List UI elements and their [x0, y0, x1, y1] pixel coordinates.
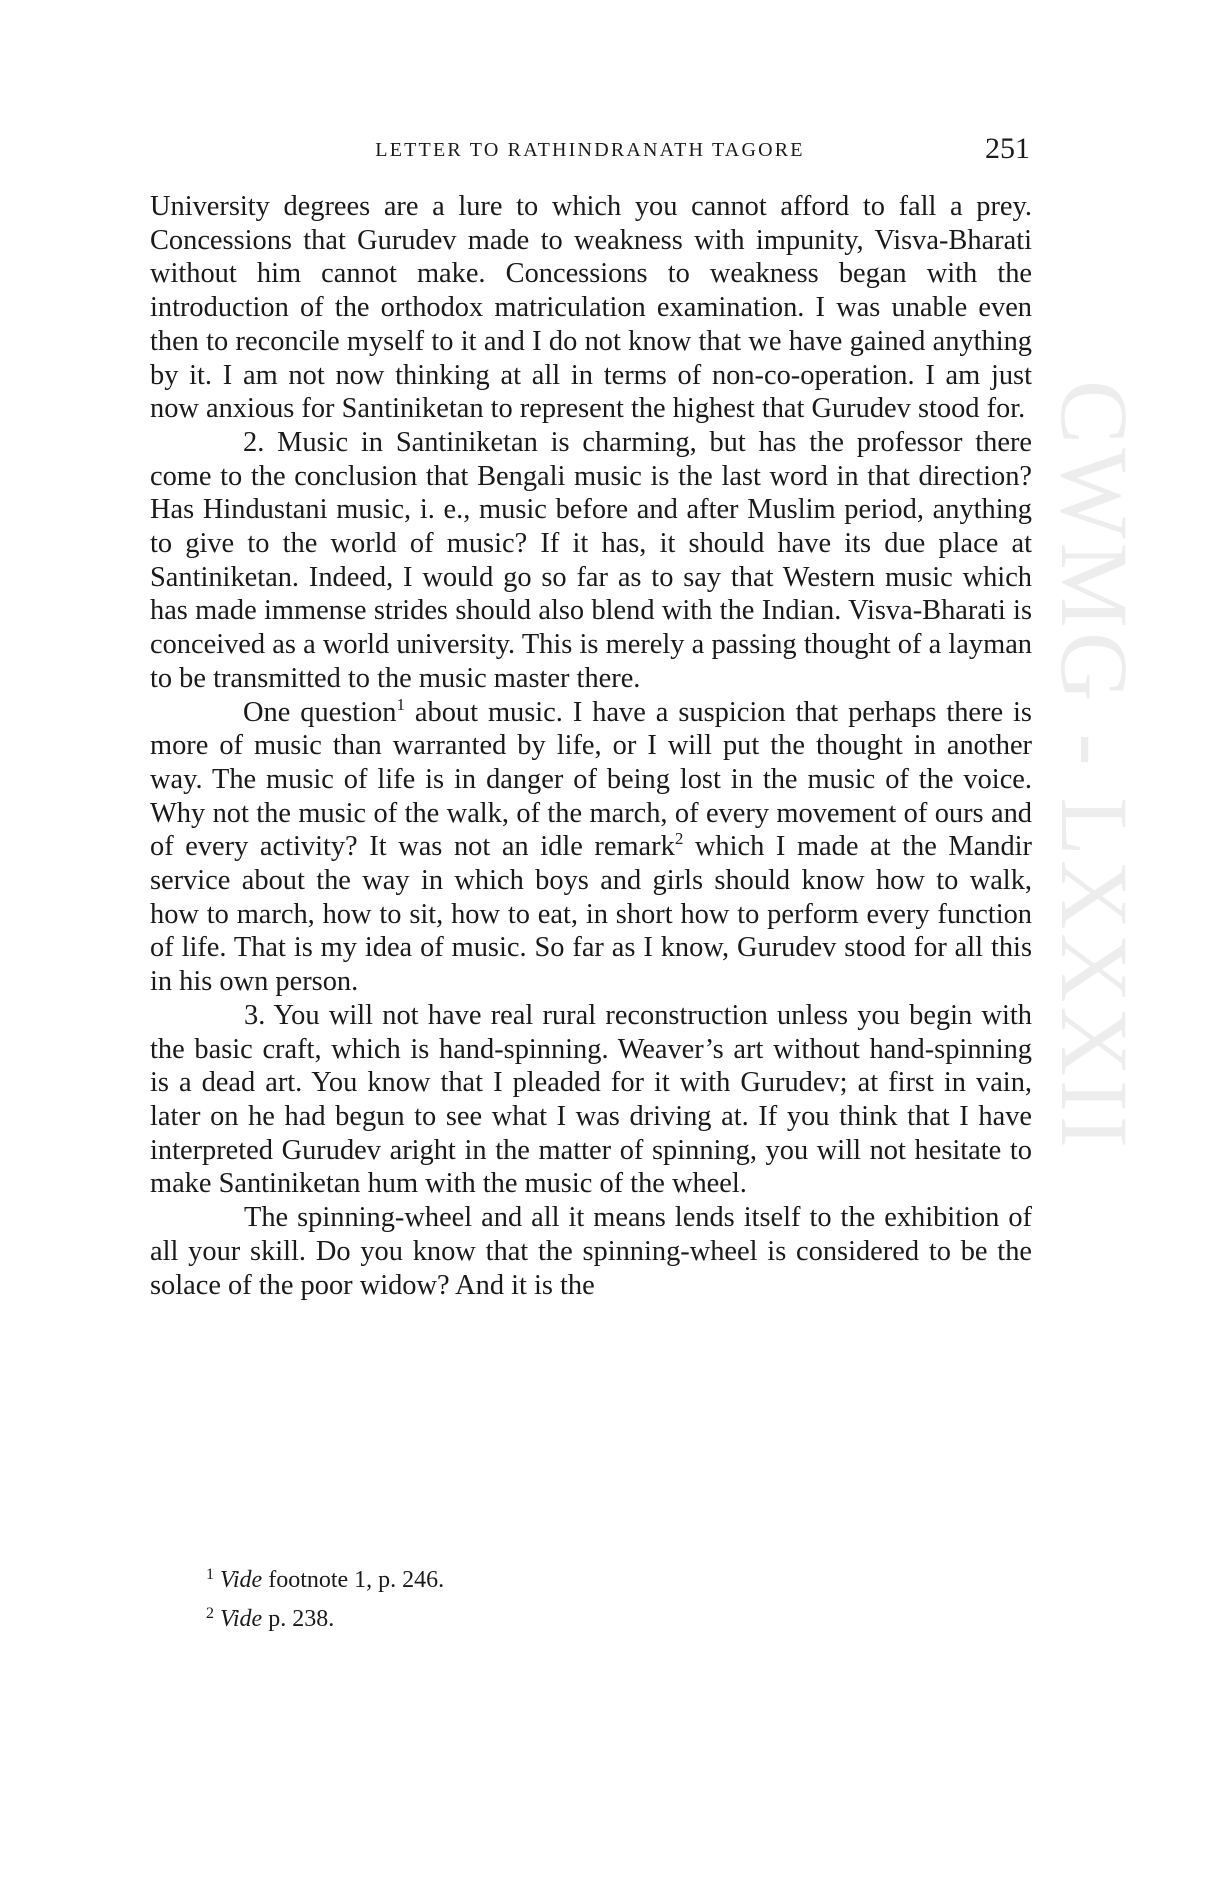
- footnote-ref-1: 1: [396, 694, 405, 714]
- paragraph-5: The spinning-wheel and all it means lends itself to the exhibition of all your skill. Do you know that the spinning-wheel is considered to be the solace of the poor widow? And it is the: [150, 1202, 1032, 1301]
- running-title: LETTER TO RATHINDRANATH TAGORE: [375, 139, 805, 161]
- paragraph-4: 3. You will not have real rural reconstruction unless you begin with the basic craft, which is hand-spinning. Weaver’s art without hand-spinning is a dead art. You know that I pleaded for it with Gurudev; at first in vain, later on he had begun to see what I was driving at. If you think that I have interpreted Gurudev aright in the matter of spinning, you will not hesitate to make Santiniketan hum with the music of the wheel.: [150, 999, 1032, 1200]
- page-number: 251: [985, 132, 1030, 165]
- footnote-mark: 2: [206, 1605, 214, 1622]
- footnote-text: p. 238.: [262, 1606, 335, 1632]
- footnote-vide: Vide: [220, 1606, 263, 1632]
- paragraph-3-part-c: which I made at the Mandir service about the way in which boys and girls should know how to walk, how to march, how to sit, how to eat, in short how to perform every function of life. That is my idea of music. So far as I know, Gurudev stood for all this in his own person.: [150, 831, 1033, 998]
- footnotes: [206, 1558, 444, 1636]
- footnote-mark: 1: [206, 1566, 214, 1583]
- paragraph-2: 2. Music in Santiniketan is charming, but has the professor there come to the conclusion that Bengali music is the last word in that direction? Has Hindustani music, i. e., music before and after Muslim period, anything to give to the world of music? If it has, it should have its due place at Santiniketan. Indeed, I would go so far as to say that Western music which has made immense strides should also blend with the Indian. Visva-Bharati is conceived as a world university. This is merely a passing thought of a layman to be transmitted to the music master there.: [150, 426, 1032, 694]
- body-text: [150, 190, 1032, 1302]
- footnote-1: [206, 1558, 444, 1597]
- footnote-vide: Vide: [220, 1567, 263, 1593]
- paragraph-3-part-b: about music. I have a suspicion that perhaps there is more of music than warranted by life, or I will put the thought in another way. The music of life is in danger of being lost in the music of the voice. Why not the music of the walk, of the march, of every movement of ours and of every activity? It was not an idle remark: [150, 696, 1032, 863]
- paragraph-3: [150, 696, 1032, 999]
- footnote-ref-2: 2: [674, 829, 684, 849]
- watermark: [1040, 380, 1148, 1520]
- running-header: [150, 132, 1030, 170]
- paragraph-3-part-a: One question: [243, 696, 397, 728]
- footnote-text: footnote 1, p. 246.: [262, 1567, 445, 1593]
- watermark-text: CWMG - LXXXII: [1041, 380, 1148, 1152]
- paragraph-1: University degrees are a lure to which you cannot afford to fall a prey. Concessions that Gurudev made to weakness with impunity, Visva-Bharati without him cannot make. Concessions to weakness began with the introduction of the orthodox matriculation examination. I was unable even then to reconcile myself to it and I do not know that we have gained anything by it. I am not now thinking at all in terms of non-co-operation. I am just now anxious for Santiniketan to represent the highest that Gurudev stood for.: [150, 191, 1032, 425]
- footnote-2: [206, 1597, 444, 1636]
